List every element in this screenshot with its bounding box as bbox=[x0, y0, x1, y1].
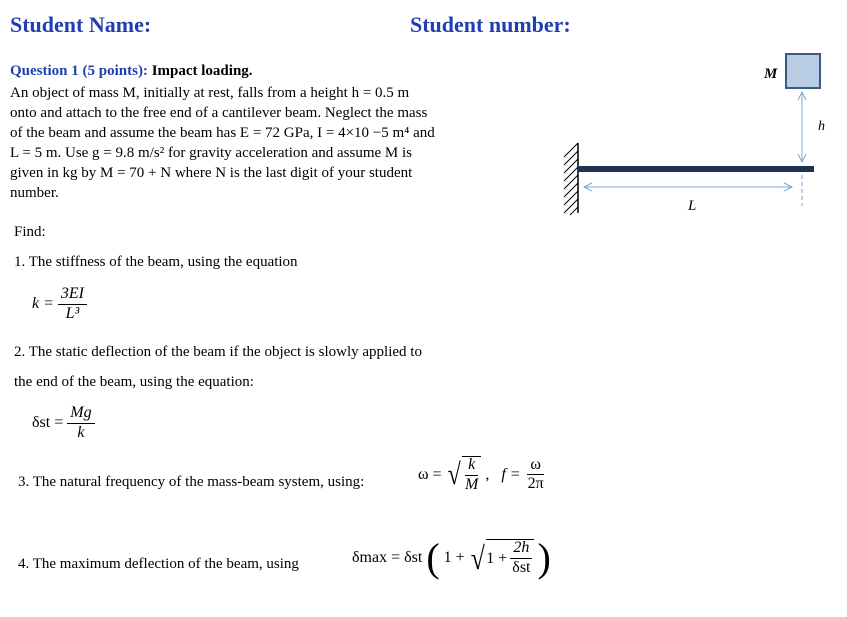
body-line: L = 5 m. Use g = 9.8 m/s² for gravity acceleration and assume M is bbox=[10, 145, 413, 161]
sqrt-icon: √ bbox=[447, 457, 461, 491]
sqrt-content bbox=[486, 539, 533, 577]
eq-denominator: 2π bbox=[527, 475, 544, 493]
eq-lhs-f: f = bbox=[501, 465, 521, 483]
body-line: of the beam and assume the beam has E = 72 GPa, I = 4×10 −5 m⁴ and bbox=[10, 125, 435, 141]
eq-lhs: δst = bbox=[32, 414, 64, 432]
student-number-label: Student number: bbox=[410, 12, 571, 37]
eq-fraction-f bbox=[525, 457, 547, 494]
eq-numerator: k bbox=[465, 457, 478, 476]
eq-fraction bbox=[509, 540, 533, 577]
eq-denominator: L³ bbox=[65, 304, 80, 322]
eq-fraction bbox=[58, 286, 87, 323]
left-paren: ( bbox=[426, 535, 440, 580]
find-label: Find: bbox=[14, 224, 46, 240]
comma: , bbox=[485, 465, 498, 483]
eq-inner: 1 + bbox=[443, 549, 465, 566]
eq-lhs: ω = bbox=[418, 465, 442, 483]
find-item-2-cont: the end of the beam, using the equation: bbox=[14, 374, 254, 390]
eq-numerator: Mg bbox=[67, 405, 94, 424]
student-name-label: Student Name: bbox=[10, 12, 152, 37]
eq-numerator: 3EI bbox=[58, 286, 87, 305]
max-deflection-equation bbox=[352, 535, 551, 580]
body-line: An object of mass M, initially at rest, falls from a height h = 0.5 m bbox=[10, 85, 410, 101]
wall-hatching bbox=[564, 143, 578, 215]
mass-label: M bbox=[764, 66, 778, 82]
find-item-3: 3. The natural frequency of the mass-beam system, using: bbox=[18, 474, 365, 490]
eq-fraction bbox=[67, 405, 94, 442]
cantilever-diagram bbox=[550, 48, 840, 218]
eq-lhs: k = bbox=[32, 295, 54, 313]
sqrt-icon: √ bbox=[470, 540, 485, 576]
natural-frequency-equation bbox=[418, 456, 547, 494]
find-item-2: 2. The static deflection of the beam if the object is slowly applied to bbox=[14, 344, 422, 360]
static-deflection-equation bbox=[32, 405, 95, 442]
eq-inner2: 1 + bbox=[486, 549, 508, 567]
eq-numerator: 2h bbox=[510, 540, 532, 559]
mass-block bbox=[786, 54, 820, 88]
eq-denominator: δst bbox=[512, 559, 531, 576]
question-title: Impact loading. bbox=[151, 63, 253, 79]
eq-denominator: k bbox=[77, 423, 85, 441]
eq-numerator: ω bbox=[527, 457, 544, 476]
eq-lhs: δmax = δst bbox=[352, 549, 423, 566]
question-number: Question 1 (5 points): bbox=[10, 63, 148, 79]
question-body bbox=[10, 83, 435, 203]
body-line: given in kg by M = 70 + N where N is the last digit of your student bbox=[10, 165, 413, 181]
find-item-1: 1. The stiffness of the beam, using the equation bbox=[14, 254, 298, 270]
question-title-line bbox=[10, 63, 253, 80]
eq-fraction bbox=[462, 456, 481, 494]
right-paren: ) bbox=[537, 535, 551, 580]
beam bbox=[578, 166, 814, 172]
length-label: L bbox=[688, 198, 697, 214]
body-line: number. bbox=[10, 185, 59, 201]
find-item-4: 4. The maximum deflection of the beam, using bbox=[18, 556, 299, 572]
stiffness-equation bbox=[32, 286, 87, 323]
eq-denominator: M bbox=[465, 475, 479, 493]
body-line: onto and attach to the free end of a cantilever beam. Neglect the mass bbox=[10, 105, 428, 121]
height-label: h bbox=[818, 119, 825, 134]
